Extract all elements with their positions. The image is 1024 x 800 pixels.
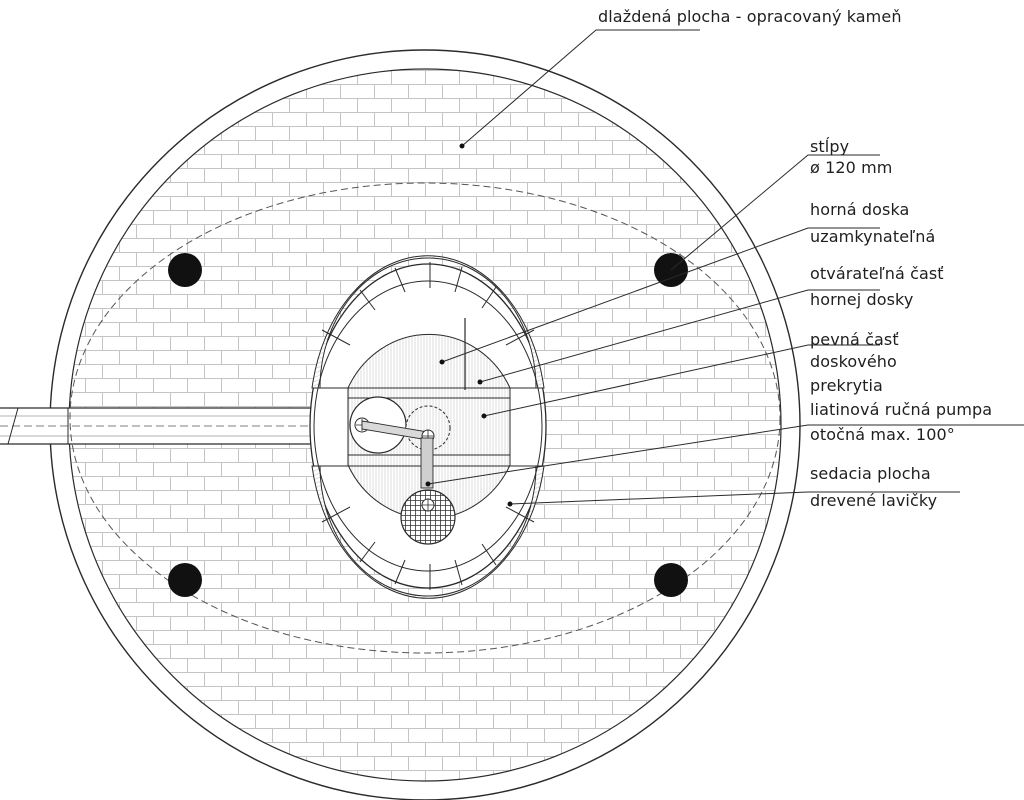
label-seating-line2: drevené lavičky	[810, 491, 938, 510]
label-posts-line2: ø 120 mm	[810, 158, 893, 177]
post	[168, 563, 202, 597]
label-seating-line1: sedacia plocha	[810, 464, 931, 483]
label-paving: dlaždená plocha - opracovaný kameň	[598, 7, 902, 26]
label-opening-line1: otvárateľná časť	[810, 264, 944, 283]
post	[654, 563, 688, 597]
label-opening-line2: hornej dosky	[810, 290, 914, 309]
label-fixed-line1: pevná časť	[810, 330, 899, 349]
post	[168, 253, 202, 287]
label-top-board-line1: horná doska	[810, 200, 910, 219]
label-pump-line2: otočná max. 100°	[810, 425, 955, 444]
label-pump-line1: liatinová ručná pumpa	[810, 400, 993, 419]
label-posts-line1: stĺpy	[810, 137, 850, 156]
label-fixed-line3: prekrytia	[810, 376, 883, 395]
label-top-board-line2: uzamkynateľná	[810, 227, 936, 246]
label-fixed-line2: doskového	[810, 352, 897, 371]
